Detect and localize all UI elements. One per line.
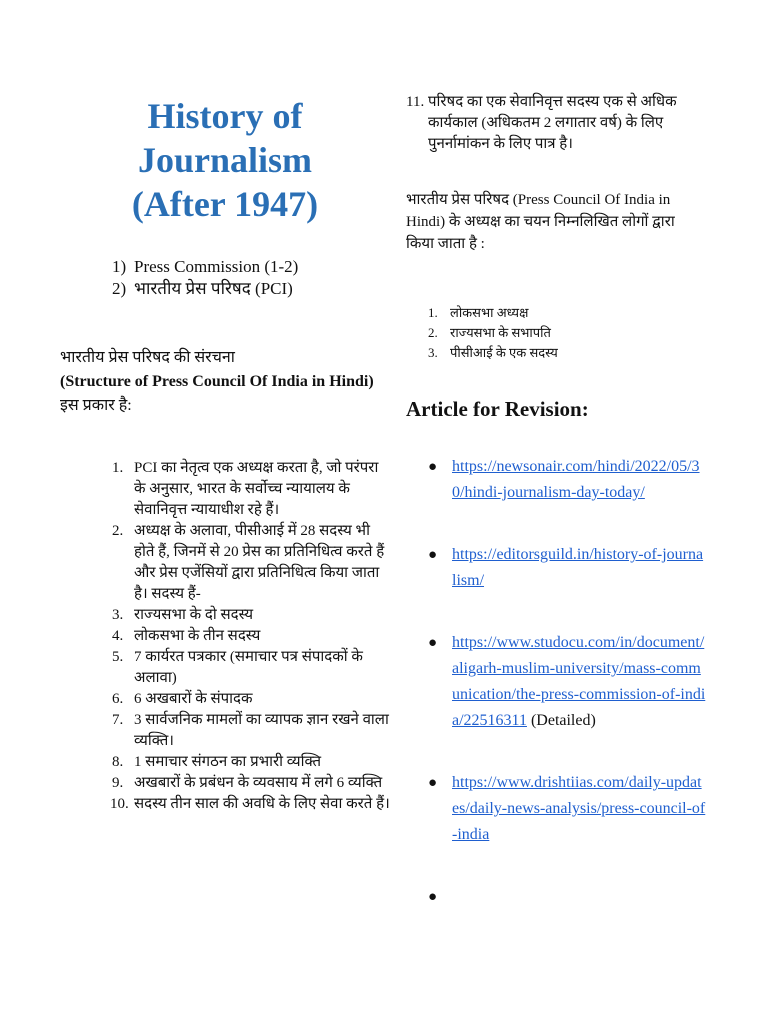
list-item (112, 710, 390, 752)
article-link[interactable]: https://www.drishtiias.com/daily-updates/daily-news-analysis/press-council-of-india (452, 774, 706, 843)
bullet-icon: ● (428, 889, 438, 905)
structure-heading-hindi: भारतीय प्रेस परिषद की संरचना (60, 349, 235, 366)
chair-selection-text: भारतीय प्रेस परिषद (Press Council Of India in Hindi) के अध्यक्ष का चयन निम्नलिखित लोगों द्वारा किया जाता है : (406, 192, 675, 252)
list-item (112, 752, 390, 773)
selector-text: राज्यसभा के सभापति (450, 325, 551, 340)
topic-text: Press Commission (1-2) (134, 257, 299, 276)
list-item-11 (406, 92, 706, 155)
item-number: 2. (112, 523, 124, 539)
structure-heading (60, 346, 390, 418)
bullet-icon: ● (428, 459, 438, 475)
structure-list (60, 458, 390, 815)
topic-text: भारतीय प्रेस परिषद (PCI) (134, 279, 293, 298)
topic-number: 2) (112, 279, 127, 298)
item-number: 4. (112, 628, 124, 644)
link-item-empty (406, 884, 706, 910)
left-column (60, 94, 390, 815)
list-item (112, 626, 390, 647)
selector-number: 2. (428, 325, 438, 340)
title-line-3: (After 1947) (131, 184, 319, 224)
item-number: 8. (112, 754, 124, 770)
item-text: राज्यसभा के दो सदस्य (134, 607, 254, 623)
title-line-1: History of (147, 96, 303, 136)
item-number: 9. (112, 775, 124, 791)
selector-number: 3. (428, 345, 438, 360)
item-number: 6. (112, 691, 124, 707)
item-number: 7. (112, 712, 124, 728)
list-item (112, 605, 390, 626)
revision-links (406, 454, 706, 910)
link-item (406, 542, 706, 594)
item-text: PCI का नेतृत्व एक अध्यक्ष करता है, जो परंपरा के अनुसार, भारत के सर्वोच्च न्यायालय के सेवानिवृत्त न्यायाधीश रहे हैं। (134, 460, 379, 518)
item-text: 1 समाचार संगठन का प्रभारी व्यक्ति (134, 754, 322, 770)
selector-item (428, 323, 706, 343)
list-item (112, 647, 390, 689)
item-number: 11. (406, 94, 425, 110)
structure-heading-bold: (Structure of Press Council Of India in Hindi) (60, 373, 374, 390)
article-link[interactable]: https://www.studocu.com/in/document/aligarh-muslim-university/mass-communication/the-press-commission-of-india/22516311 (452, 634, 706, 729)
list-item (112, 689, 390, 710)
item-text: परिषद का एक सेवानिवृत्त सदस्य एक से अधिक कार्यकाल (अधिकतम 2 लगातार वर्ष) के लिए पुनर्नामांकन के लिए पात्र है। (428, 94, 677, 152)
link-item (406, 630, 706, 734)
item-text: 7 कार्यरत पत्रकार (समाचार पत्र संपादकों के अलावा) (134, 649, 363, 686)
selector-number: 1. (428, 305, 438, 320)
structure-heading-tail: इस प्रकार है: (60, 397, 132, 414)
article-link[interactable]: https://newsonair.com/hindi/2022/05/30/hindi-journalism-day-today/ (452, 458, 700, 501)
link-note: (Detailed) (526, 712, 596, 729)
item-number: 10. (110, 796, 129, 812)
title-line-2: Journalism (137, 140, 313, 180)
item-text: अखबारों के प्रबंधन के व्यवसाय में लगे 6 व्यक्ति (134, 775, 383, 791)
list-item (112, 521, 390, 605)
selector-item (428, 303, 706, 323)
selector-text: पीसीआई के एक सदस्य (450, 345, 558, 360)
list-item (112, 773, 390, 794)
item-number: 1. (112, 460, 124, 476)
selector-text: लोकसभा अध्यक्ष (450, 305, 529, 320)
topic-item (112, 256, 390, 278)
list-item (112, 794, 390, 815)
right-column (406, 92, 706, 910)
item-number: 5. (112, 649, 124, 665)
selectors-list (428, 303, 706, 363)
item-text: 6 अखबारों के संपादक (134, 691, 253, 707)
bullet-icon: ● (428, 775, 438, 791)
topic-item (112, 278, 390, 300)
item-text: अध्यक्ष के अलावा, पीसीआई में 28 सदस्य भी होते हैं, जिनमें से 20 प्रेस का प्रतिनिधित्व करते हैं और प्रेस एजेंसियों द्वारा प्रतिनिधित्व किया जाता है। सदस्य हैं- (134, 523, 385, 602)
link-item (406, 454, 706, 506)
link-item (406, 770, 706, 848)
revision-heading: Article for Revision: (406, 397, 589, 421)
page-title (60, 94, 390, 226)
selector-item (428, 343, 706, 363)
bullet-icon: ● (428, 547, 438, 563)
list-item (112, 458, 390, 521)
article-link[interactable]: https://editorsguild.in/history-of-journalism/ (452, 546, 704, 589)
topics-list (60, 256, 390, 300)
item-text: 3 सार्वजनिक मामलों का व्यापक ज्ञान रखने वाला व्यक्ति। (134, 712, 389, 749)
topic-number: 1) (112, 257, 127, 276)
item-text: सदस्य तीन साल की अवधि के लिए सेवा करते हैं। (134, 796, 390, 812)
bullet-icon: ● (428, 635, 438, 651)
item-text: लोकसभा के तीन सदस्य (134, 628, 261, 644)
item-number: 3. (112, 607, 124, 623)
